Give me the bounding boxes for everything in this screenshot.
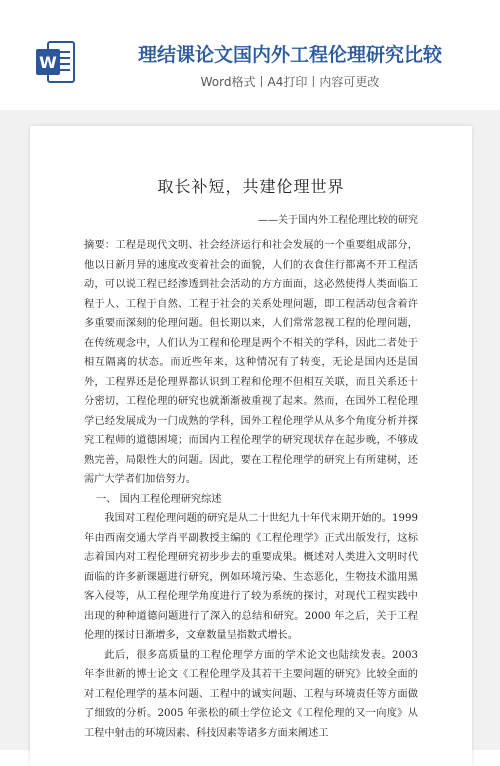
section-heading: 一、 国内工程伦理研究综述: [96, 493, 222, 505]
word-icon: [36, 40, 76, 84]
body-paragraph: 我国对工程伦理问题的研究是从二十世纪九十年代末期开始的。1999 年由西南交通大学肖平副教授主编的《工程伦理学》正式出版发行，这标志着国内对工程伦理研究初步步去的重要成果。概述对人类进入文明时代面临的许多新课题进行研究，例如环境污染、生态恶化，生物技术滥用黑客入侵等，从工程伦理学角度进行了较为系统的探讨，对现代工程实践中出现的种种道德问题进行了深入的总结和研究。2000 年之后，关于工程伦理的探讨日渐增多，文章数量呈指数式增长。: [84, 513, 418, 641]
page-title: 理结课论文国内外工程伦理研究比较: [137, 44, 442, 66]
document-page: [30, 126, 472, 766]
body-paragraph: 此后，很多高质量的工程伦理学方面的学术论文也陆续发表。2003 年李世新的博士论文《工程伦理学及其若干主要问题的研究》比较全面的对工程伦理学的基本问题、工程中的诚实问题、工程与环境责任等方面做了细致的分析。2005 年张松的硕士学位论文《工程伦理的又一向度》从工程中射击的环境因素、科技因素等诸多方面来阐述工: [84, 649, 418, 739]
document-content: [84, 174, 418, 743]
document-title: 取长补短，共建伦理世界: [157, 177, 345, 196]
document-subtitle: ——关于国内外工程伦理比较的研究: [258, 215, 418, 226]
header-banner: [0, 0, 500, 110]
abstract-paragraph: 摘要：工程是现代文明、社会经济运行和社会发展的一个重要组成部分，他以日新月异的速度改变着社会的面貌，人们的衣食住行都离不开工程活动，可以说工程已经渗透到社会活动的方方面面，这必然使得人类面临工程于人、工程于自然、工程于社会的关系处理问题，即工程活动包含着许多重要而深刻的伦理问题。但长期以来，人们常常忽视工程的伦理问题，在传统观念中，人们认为工程和伦理是两个不相关的学科，因此二者处于相互隔离的状态。而近些年来，这种情况有了转变，无论是国内还是国外，工程界还是伦理界都认识到工程和伦理不但相互关联，而且关系还十分密切，工程伦理的研究也就渐渐被重视了起来。然而，在国外工程伦理学已经发展成为一门成熟的学科，国外工程伦理学从从多个角度分析并探究工程师的道德困境；而国内工程伦理学的研究现状存在起步晚，不够成熟完善，局限性大的问题。因此，要在工程伦理学的研究上有所建树，还需广大学者们加倍努力。: [84, 240, 418, 485]
svg-text:W: W: [39, 53, 57, 72]
format-info: Word格式丨A4打印丨内容可更改: [200, 75, 380, 89]
